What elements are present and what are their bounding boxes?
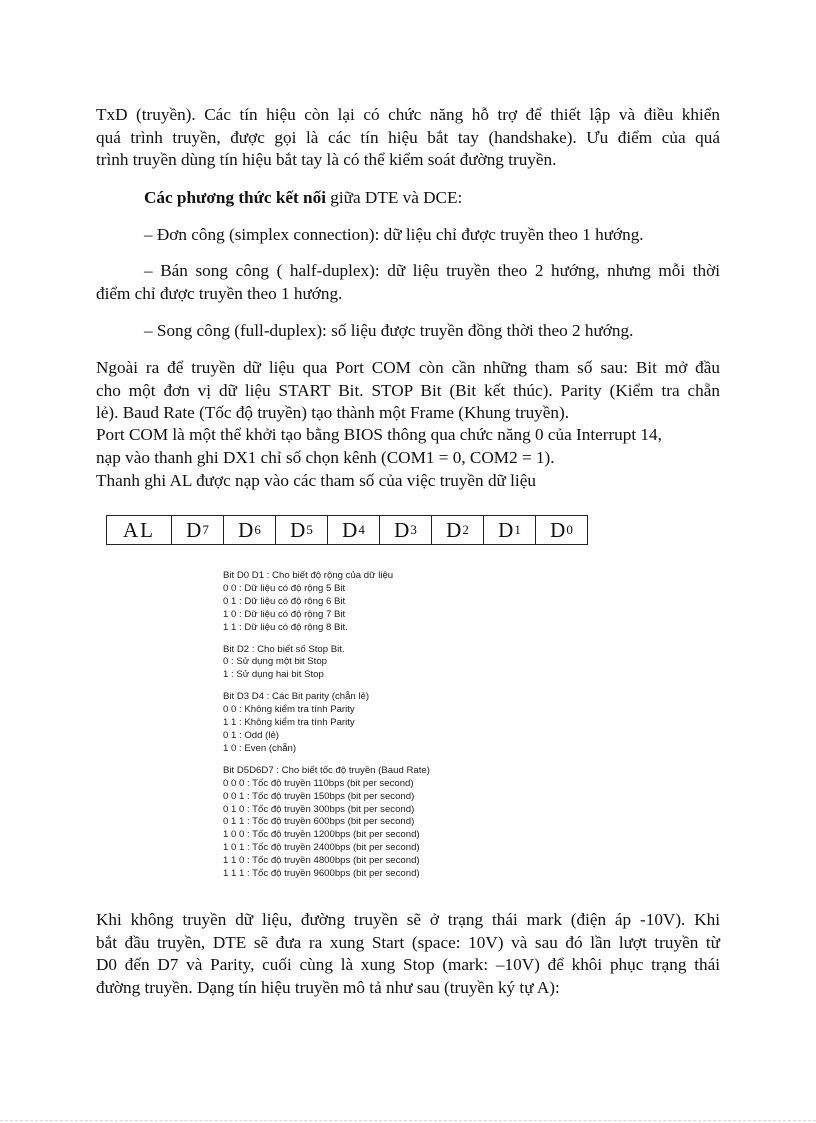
paragraph-bios xyxy=(96,424,720,469)
text-line: nạp vào thanh ghi DX1 chỉ số chọn kênh (COM1 = 0, COM2 = 1). xyxy=(96,447,555,467)
register-bit-d0: D 0 xyxy=(535,516,587,544)
text-line: Ngoài ra để truyền dữ liệu qua Port COM còn cần những tham số sau: Bit mở đầu xyxy=(96,358,720,377)
text-line: đường truyền. Dạng tín hiệu truyền mô tả như sau (truyền ký tự A): xyxy=(96,977,560,997)
text-line: cho một đơn vị dữ liệu START Bit. STOP Bit (Bit kết thúc). Parity (Kiểm tra chẵn xyxy=(96,380,720,400)
text-line: quá trình truyền, được gọi là các tín hiệu bắt tay (handshake). Ưu điểm của quá xyxy=(96,127,720,147)
text-line: lẻ). Baud Rate (Tốc độ truyền) tạo thành một Frame (Khung truyền). xyxy=(96,403,570,422)
methods-heading-rest: giữa DTE và DCE: xyxy=(326,188,463,207)
full-duplex-item: – Song công (full-duplex): số liệu được truyền đồng thời theo 2 hướng. xyxy=(144,321,634,340)
bit-group-title: Bit D3 D4 : Các Bit parity (chẵn lẻ) xyxy=(223,691,370,703)
paragraph-com-params xyxy=(96,357,720,425)
page-bottom-divider xyxy=(0,1120,816,1121)
half-duplex-item xyxy=(96,260,720,305)
bit-row: 1 0 0 : Tốc độ truyền 1200bps (bit per second) xyxy=(223,829,420,841)
bit-group-parity xyxy=(223,691,523,756)
register-bit-d2: D 2 xyxy=(431,516,483,544)
bit-row: 0 1 0 : Tốc độ truyền 300bps (bit per second) xyxy=(223,803,415,815)
text-line: bắt đầu truyền, DTE sẽ đưa ra xung Start (space: 10V) và sau đó lần lượt truyền từ xyxy=(96,932,720,952)
bit-row: 0 : Sử dụng một bit Stop xyxy=(223,656,328,668)
register-bit-d4: D 4 xyxy=(327,516,379,544)
bit-group-title: Bit D0 D1 : Cho biết độ rộng của dữ liệu xyxy=(223,570,394,581)
register-bit-d5: D 5 xyxy=(275,516,327,544)
text-line: trình truyền dùng tín hiệu bắt tay là có thể kiểm soát đường truyền. xyxy=(96,150,557,169)
methods-heading-bold: Các phương thức kết nối xyxy=(144,188,326,207)
paragraph-signal xyxy=(96,909,720,999)
bit-row: 1 1 : Dữ liệu có độ rộng 8 Bit. xyxy=(223,621,348,633)
text-line: điểm chỉ được truyền theo 1 hướng. xyxy=(96,283,343,303)
paragraph-al-register: Thanh ghi AL được nạp vào các tham số của việc truyền dữ liệu xyxy=(96,471,536,490)
text-line: Port COM là một thể khởi tạo bằng BIOS thông qua chức năng 0 của Interrupt 14, xyxy=(96,425,662,444)
bit-group-title: Bit D2 : Cho biết số Stop Bit. xyxy=(223,643,345,655)
bit-row: 1 1 1 : Tốc độ truyền 9600bps (bit per second) xyxy=(223,868,420,880)
methods-heading xyxy=(144,187,720,210)
al-register-table xyxy=(106,515,588,545)
simplex-item: – Đơn công (simplex connection): dữ liệu chỉ được truyền theo 1 hướng. xyxy=(144,225,644,244)
bit-group-data-width xyxy=(223,570,523,635)
bit-group-title: Bit D5D6D7 : Cho biết tốc độ truyền (Baud Rate) xyxy=(223,764,430,776)
bit-row: 1 : Sử dụng hai bit Stop xyxy=(223,669,324,681)
register-bit-d6: D 6 xyxy=(223,516,275,544)
bit-row: 1 0 : Even (chẵn) xyxy=(223,742,297,754)
text-line: TxD (truyền). Các tín hiệu còn lại có chức năng hỗ trợ để thiết lập và điều khiển xyxy=(96,105,720,124)
bit-row: 0 1 : Odd (lẻ) xyxy=(223,729,279,741)
bit-row: 0 0 : Không kiểm tra tính Parity xyxy=(223,704,355,716)
text-line: – Bán song công ( half-duplex): dữ liệu truyền theo 2 hướng, nhưng mỗi thời xyxy=(144,261,720,280)
register-bit-d1: D 1 xyxy=(483,516,535,544)
bit-group-stop-bit xyxy=(223,644,523,683)
bit-row: 1 0 1 : Tốc độ truyền 2400bps (bit per second) xyxy=(223,842,420,854)
bit-row: 0 0 : Dữ liệu có độ rộng 5 Bit xyxy=(223,582,346,594)
bit-row: 1 0 : Dữ liệu có độ rộng 7 Bit xyxy=(223,608,346,620)
paragraph-handshake xyxy=(96,104,720,172)
bit-row: 0 1 1 : Tốc độ truyền 600bps (bit per second) xyxy=(223,816,415,828)
bit-description-block xyxy=(223,570,523,890)
bit-row: 1 1 0 : Tốc độ truyền 4800bps (bit per second) xyxy=(223,855,420,867)
bit-group-baud-rate xyxy=(223,765,523,881)
register-bit-d3: D 3 xyxy=(379,516,431,544)
text-line: D0 đến D7 và Parity, cuối cùng là xung Stop (mark: –10V) để khôi phục trạng thái xyxy=(96,955,720,974)
register-bit-d7: D 7 xyxy=(171,516,223,544)
bit-row: 0 0 0 : Tốc độ truyền 110bps (bit per second) xyxy=(223,777,414,789)
bit-row: 0 0 1 : Tốc độ truyền 150bps (bit per second) xyxy=(223,790,415,802)
text-line: Khi không truyền dữ liệu, đường truyền sẽ ở trạng thái mark (điện áp -10V). Khi xyxy=(96,910,720,929)
bit-row: 0 1 : Dữ liệu có độ rộng 6 Bit xyxy=(223,595,346,607)
bit-row: 1 1 : Không kiểm tra tính Parity xyxy=(223,717,355,729)
register-name-cell: AL xyxy=(123,517,155,542)
